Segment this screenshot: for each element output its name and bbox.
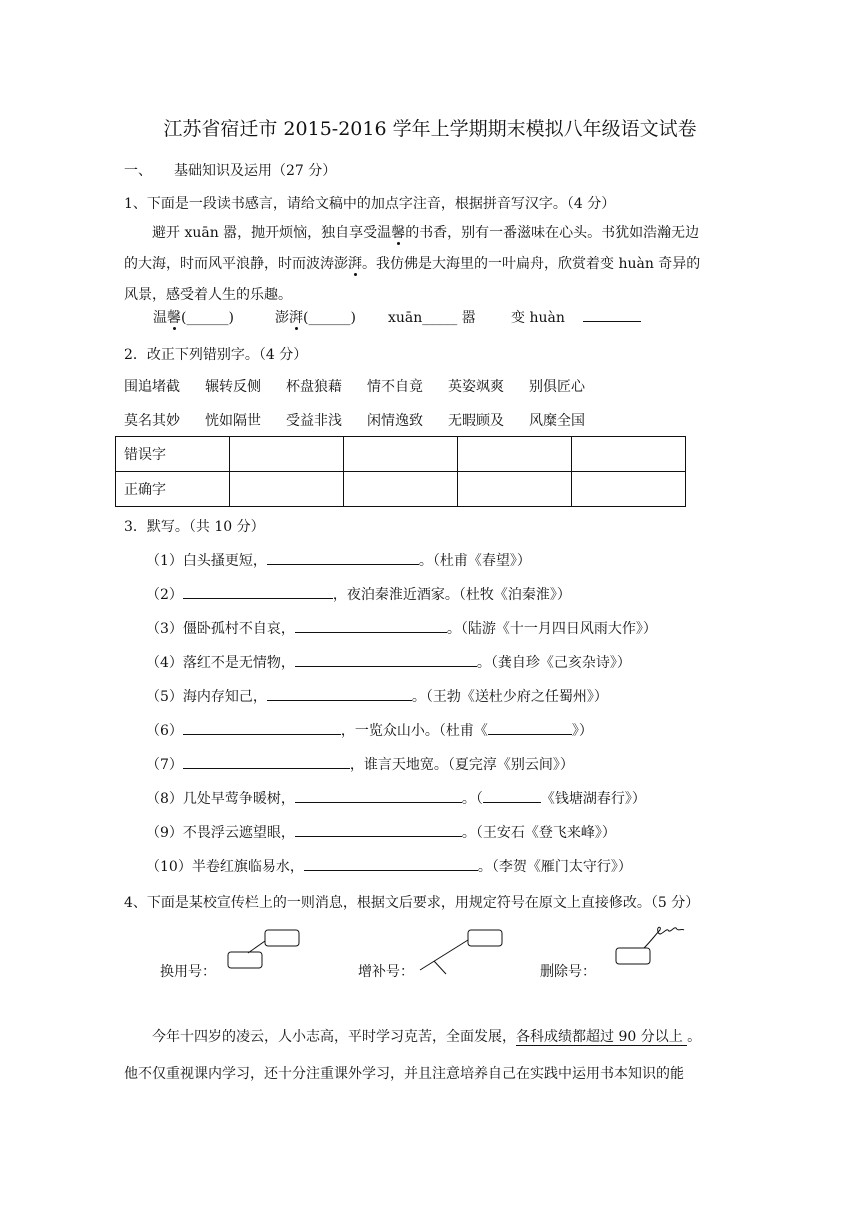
answer-blank-3[interactable]: xuān_____ 嚣 xyxy=(388,310,476,326)
answer-blank[interactable] xyxy=(295,652,477,667)
news-line-1: 今年十四岁的凌云，人小志高，平时学习克苦，全面发展，各科成绩都超过 90 分以上 。 xyxy=(152,1029,702,1045)
word-item: 恍如隔世 xyxy=(205,413,261,429)
word-item: 莫名其妙 xyxy=(124,413,180,429)
word-item: 风糜全国 xyxy=(529,413,585,429)
word-item: 围追堵截 xyxy=(124,379,180,395)
question-1-passage xyxy=(124,218,744,311)
table-cell[interactable] xyxy=(230,472,344,507)
dictation-item-5: （5）海内存知己， 。（王勃《送杜少府之任蜀州》） xyxy=(146,686,608,706)
answer-blank[interactable] xyxy=(304,856,478,871)
question-3-prompt: 3．默写。（共 10 分） xyxy=(124,519,265,535)
table-cell[interactable] xyxy=(458,472,572,507)
word-item: 辗转反侧 xyxy=(205,379,261,395)
answer-blank[interactable] xyxy=(295,618,447,633)
word-item: 受益非浅 xyxy=(286,413,342,429)
word-item: 别俱匠心 xyxy=(529,379,585,395)
answer-blank-4[interactable]: 变 huàn xyxy=(511,307,641,327)
page-title: 江苏省宿迁市 2015-2016 学年上学期期末模拟八年级语文试卷 xyxy=(163,118,697,140)
answer-blank[interactable] xyxy=(488,720,572,735)
delete-mark-icon xyxy=(614,924,688,968)
dotted-char: 馨 xyxy=(391,225,406,241)
dictation-item-6: （6） ，一览众山小。（杜甫《 》） xyxy=(146,720,593,740)
question-1-prompt: 1、下面是一段读书感言，请给文稿中的加点字注音，根据拼音写汉字。（4 分） xyxy=(124,196,616,212)
answer-blank[interactable] xyxy=(183,754,350,769)
dictation-item-10: （10）半卷红旗临易水， 。（李贺《雁门太守行》） xyxy=(146,856,632,876)
question-4-prompt: 4、下面是某校宣传栏上的一则消息，根据文后要求，用规定符号在原文上直接修改。（5 分） xyxy=(124,895,700,911)
swap-mark-label: 换用号： xyxy=(160,964,216,980)
dictation-item-3: （3）僵卧孤村不自哀， 。（陆游《十一月四日风雨大作》） xyxy=(146,618,657,638)
word-item: 杯盘狼藉 xyxy=(286,379,342,395)
answer-blank[interactable] xyxy=(295,788,462,803)
news-paragraph xyxy=(124,1022,738,1090)
section-label: 基础知识及运用（27 分） xyxy=(174,163,337,179)
answer-blank[interactable] xyxy=(483,788,541,803)
underlined-phrase: 各科成绩都超过 90 分以上 xyxy=(516,1029,688,1045)
answer-blank[interactable] xyxy=(183,720,341,735)
answer-blank[interactable] xyxy=(295,822,462,837)
correction-table xyxy=(115,436,686,507)
table-cell[interactable] xyxy=(344,472,458,507)
passage-line-3: 风景，感受着人生的乐趣。 xyxy=(124,287,292,303)
answer-blank-2[interactable]: 澎湃(______) xyxy=(275,310,356,326)
table-cell[interactable] xyxy=(230,437,344,472)
dotted-char: 湃 xyxy=(348,256,362,272)
word-item: 情不自竟 xyxy=(367,379,423,395)
answer-blank-1[interactable]: 温馨(______) xyxy=(153,310,234,326)
section-number: 一、 xyxy=(124,163,152,179)
table-cell[interactable] xyxy=(572,472,686,507)
word-item: 无暇顾及 xyxy=(448,413,504,429)
section-heading xyxy=(124,160,336,180)
word-row-2 xyxy=(124,410,610,430)
news-line-2: 他不仅重视课内学习，还十分注重课外学习，并且注意培养自己在实践中运用书本知识的能 xyxy=(124,1066,684,1082)
table-row xyxy=(116,437,686,472)
dictation-item-8: （8）几处早莺争暖树， 。（ 《钱塘湖春行》） xyxy=(146,788,646,808)
table-cell[interactable] xyxy=(572,437,686,472)
question-2-prompt: 2．改正下列错别字。（4 分） xyxy=(124,347,308,363)
passage-line-2: 的大海，时而风平浪静，时而波涛澎湃。我仿佛是大海里的一叶扁舟，欣赏着变 huàn 奇异的 xyxy=(124,256,701,272)
dictation-item-4: （4）落红不是无情物， 。（龚自珍《己亥杂诗》） xyxy=(146,652,631,672)
dictation-item-9: （9）不畏浮云遮望眼， 。（王安石《登飞来峰》） xyxy=(146,822,616,842)
dictation-item-1: （1）白头搔更短， 。（杜甫《春望》） xyxy=(146,550,531,570)
insert-mark-icon xyxy=(418,928,508,978)
delete-mark-label: 删除号： xyxy=(540,964,596,980)
word-row-1 xyxy=(124,376,610,396)
answer-blank[interactable] xyxy=(267,550,419,565)
table-cell[interactable] xyxy=(458,437,572,472)
swap-mark-icon xyxy=(226,928,302,972)
answer-blank[interactable] xyxy=(183,584,333,599)
insert-mark-label: 增补号： xyxy=(358,964,414,980)
answer-blank[interactable] xyxy=(267,686,412,701)
table-row xyxy=(116,472,686,507)
dictation-item-2: （2） ，夜泊秦淮近酒家。（杜牧《泊秦淮》） xyxy=(146,584,571,604)
passage-line-1: 避开 xuān 嚣，抛开烦恼，独自享受温馨的书香，别有一番滋味在心头。书犹如浩瀚无边 xyxy=(152,225,700,241)
table-header-right: 正确字 xyxy=(116,472,230,507)
table-header-wrong: 错误字 xyxy=(116,437,230,472)
dictation-item-7: （7） ，谁言天地宽。（夏完淳《别云间》） xyxy=(146,754,574,774)
table-cell[interactable] xyxy=(344,437,458,472)
word-item: 英姿飒爽 xyxy=(448,379,504,395)
word-item: 闲情逸致 xyxy=(367,413,423,429)
